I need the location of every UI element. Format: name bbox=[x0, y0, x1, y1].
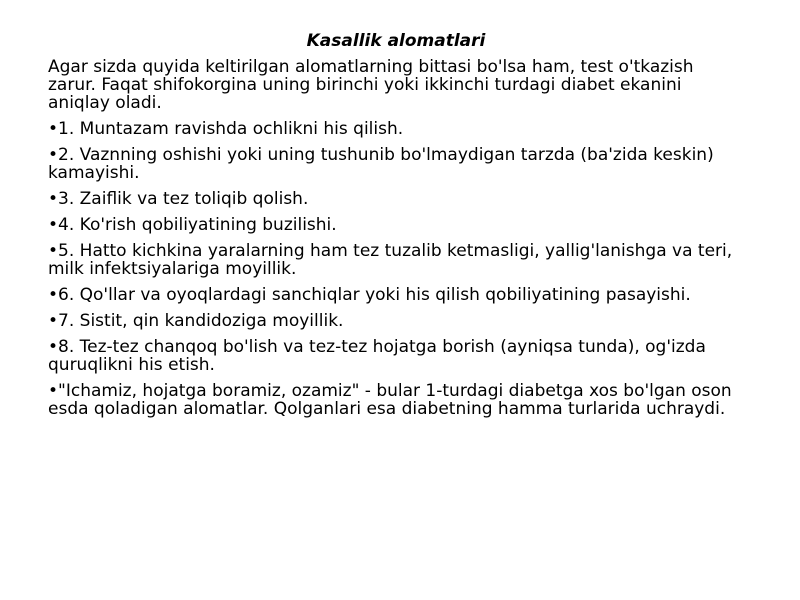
bullet-icon: • bbox=[48, 189, 59, 209]
symptom-list bbox=[48, 120, 744, 418]
list-item-text: 2. Vaznning oshishi yoki uning tushunib bo'lmaydigan tarzda (ba'zida keskin) kamayishi. bbox=[48, 145, 714, 183]
list-item-text: 6. Qo'llar va oyoqlardagi sanchiqlar yoki his qilish qobiliyatining pasayishi. bbox=[58, 285, 691, 305]
list-item-text: 5. Hatto kichkina yaralarning ham tez tuzalib ketmasligi, yallig'lanishga va teri, milk infektsiyalariga moyillik. bbox=[48, 241, 733, 279]
list-item bbox=[48, 216, 744, 234]
list-item bbox=[48, 338, 744, 374]
list-item bbox=[48, 242, 744, 278]
bullet-icon: • bbox=[48, 285, 59, 305]
list-item bbox=[48, 146, 744, 182]
bullet-icon: • bbox=[48, 381, 59, 401]
list-item bbox=[48, 312, 744, 330]
list-item bbox=[48, 286, 744, 304]
list-item bbox=[48, 190, 744, 208]
bullet-icon: • bbox=[48, 337, 59, 357]
list-item-text: 7. Sistit, qin kandidoziga moyillik. bbox=[58, 311, 344, 331]
list-item-text: 1. Muntazam ravishda ochlikni his qilish. bbox=[58, 119, 404, 139]
slide-title: Kasallik alomatlari bbox=[306, 31, 486, 51]
list-item-text: "Ichamiz, hojatga boramiz, ozamiz" - bular 1-turdagi diabetga xos bo'lgan oson esda qoladigan alomatlar. Qolganlari esa diabetning hamma turlarida uchraydi. bbox=[48, 381, 732, 419]
bullet-icon: • bbox=[48, 241, 59, 261]
list-item bbox=[48, 382, 744, 418]
bullet-icon: • bbox=[48, 145, 59, 165]
list-item-text: 8. Tez-tez chanqoq bo'lish va tez-tez hojatga borish (ayniqsa tunda), og'izda quruqlikni his etish. bbox=[48, 337, 706, 375]
list-item bbox=[48, 120, 744, 138]
bullet-icon: • bbox=[48, 311, 59, 331]
bullet-icon: • bbox=[48, 215, 59, 235]
intro-paragraph: Agar sizda quyida keltirilgan alomatlarning bittasi bo'lsa ham, test o'tkazish zarur. Faqat shifokorgina uning birinchi yoki ikkinchi turdagi diabet ekanini aniqlay oladi. bbox=[48, 57, 694, 113]
bullet-icon: • bbox=[48, 119, 59, 139]
list-item-text: 3. Zaiflik va tez toliqib qolish. bbox=[58, 189, 309, 209]
list-item-text: 4. Ko'rish qobiliyatining buzilishi. bbox=[58, 215, 337, 235]
